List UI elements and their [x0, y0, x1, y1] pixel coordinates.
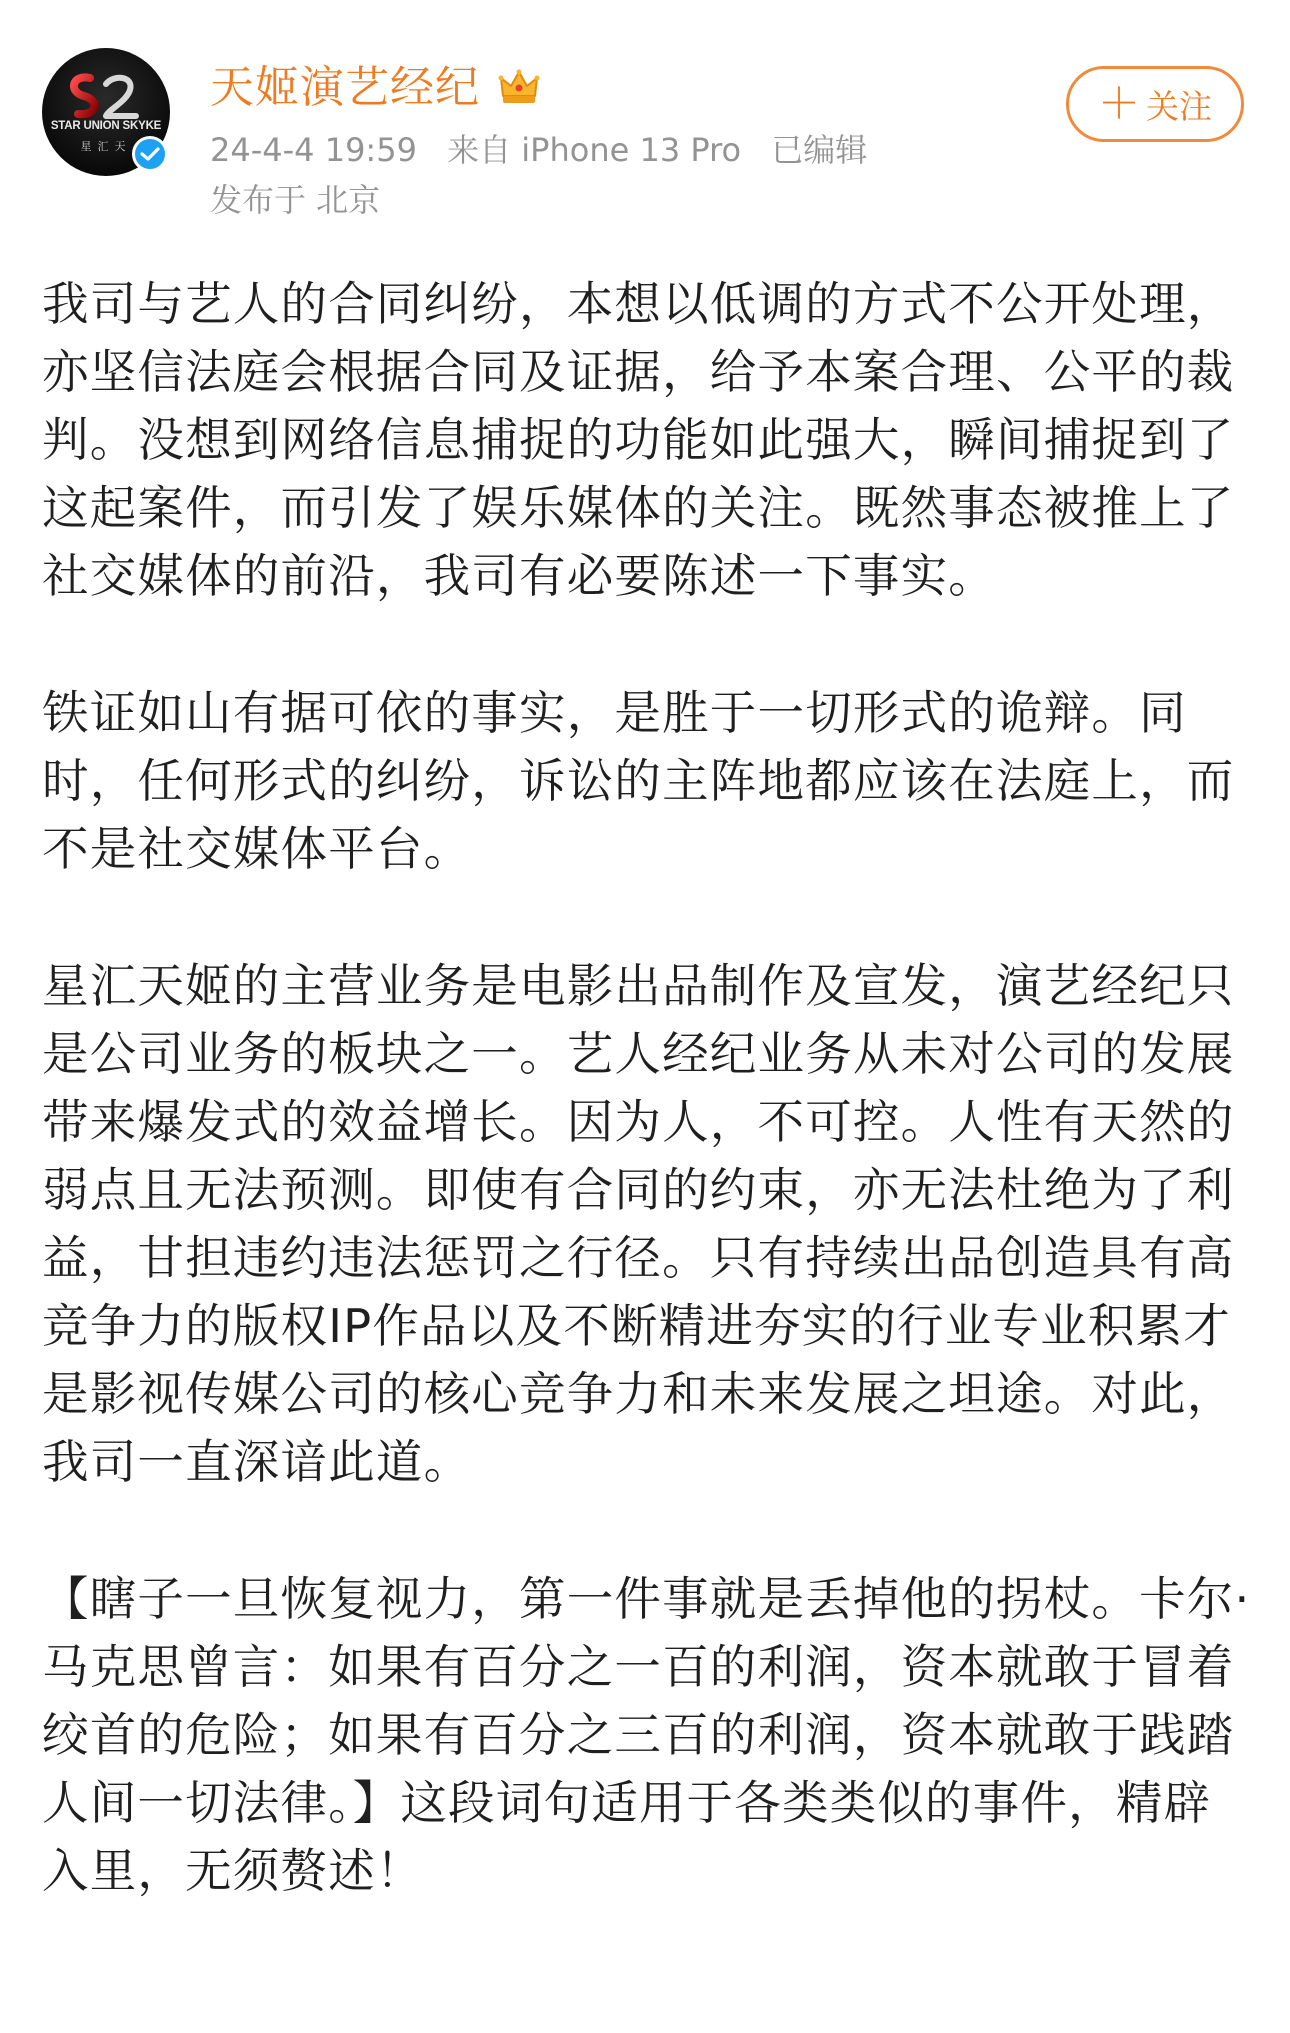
crown-icon	[497, 66, 541, 110]
post-paragraph-2: 铁证如山有据可依的事实，是胜于一切形式的诡辩。同时，任何形式的纠纷，诉讼的主阵地都应该在法庭上，而不是社交媒体平台。	[42, 686, 1235, 876]
post-location: 发布于 北京	[210, 181, 381, 219]
post-content	[42, 270, 1252, 1974]
post-source: 来自 iPhone 13 Pro	[447, 131, 742, 169]
edited-label[interactable]: 已编辑	[771, 131, 868, 169]
plus-icon: ＋	[1097, 79, 1140, 128]
post-paragraph-4: 【瞎子一旦恢复视力，第一件事就是丢掉他的拐杖。卡尔·马克思曾言：如果有百分之一百的利润，资本就敢于冒着绞首的危险；如果有百分之三百的利润，资本就敢于践踏人间一切法律。】这段词句适用于各类类似的事件，精辟入里，无须赘述！	[42, 1572, 1251, 1898]
avatar-brand-text: STAR UNION SKYKE	[50, 120, 162, 132]
verified-icon	[132, 136, 168, 172]
avatar-sub-text: 星汇天	[80, 140, 132, 153]
post-timestamp: 24-4-4 19:59	[210, 131, 417, 169]
post-paragraph-1: 我司与艺人的合同纠纷，本想以低调的方式不公开处理，亦坚信法庭会根据合同及证据，给予本案合理、公平的裁判。没想到网络信息捕捉的功能如此强大，瞬间捕捉到了这起案件，而引发了娱乐媒体的关注。既然事态被推上了社交媒体的前沿，我司有必要陈述一下事实。	[42, 277, 1235, 603]
follow-label: 关注	[1146, 86, 1212, 126]
company-logo-icon	[42, 66, 170, 126]
post-meta	[210, 128, 887, 172]
post-paragraph-3: 星汇天姬的主营业务是电影出品制作及宣发，演艺经纪只是公司业务的板块之一。艺人经纪业务从未对公司的发展带来爆发式的效益增长。因为人，不可控。人性有天然的弱点且无法预测。即使有合同的约束，亦无法杜绝为了利益，甘担违约违法惩罚之行径。只有持续出品创造具有高竞争力的版权IP作品以及不断精进夯实的行业专业积累才是影视传媒公司的核心竞争力和未来发展之坦途。对此，我司一直深谙此道。	[42, 959, 1235, 1489]
author-name[interactable]: 天姬演艺经纪	[210, 62, 480, 113]
follow-button[interactable]	[1066, 66, 1244, 142]
